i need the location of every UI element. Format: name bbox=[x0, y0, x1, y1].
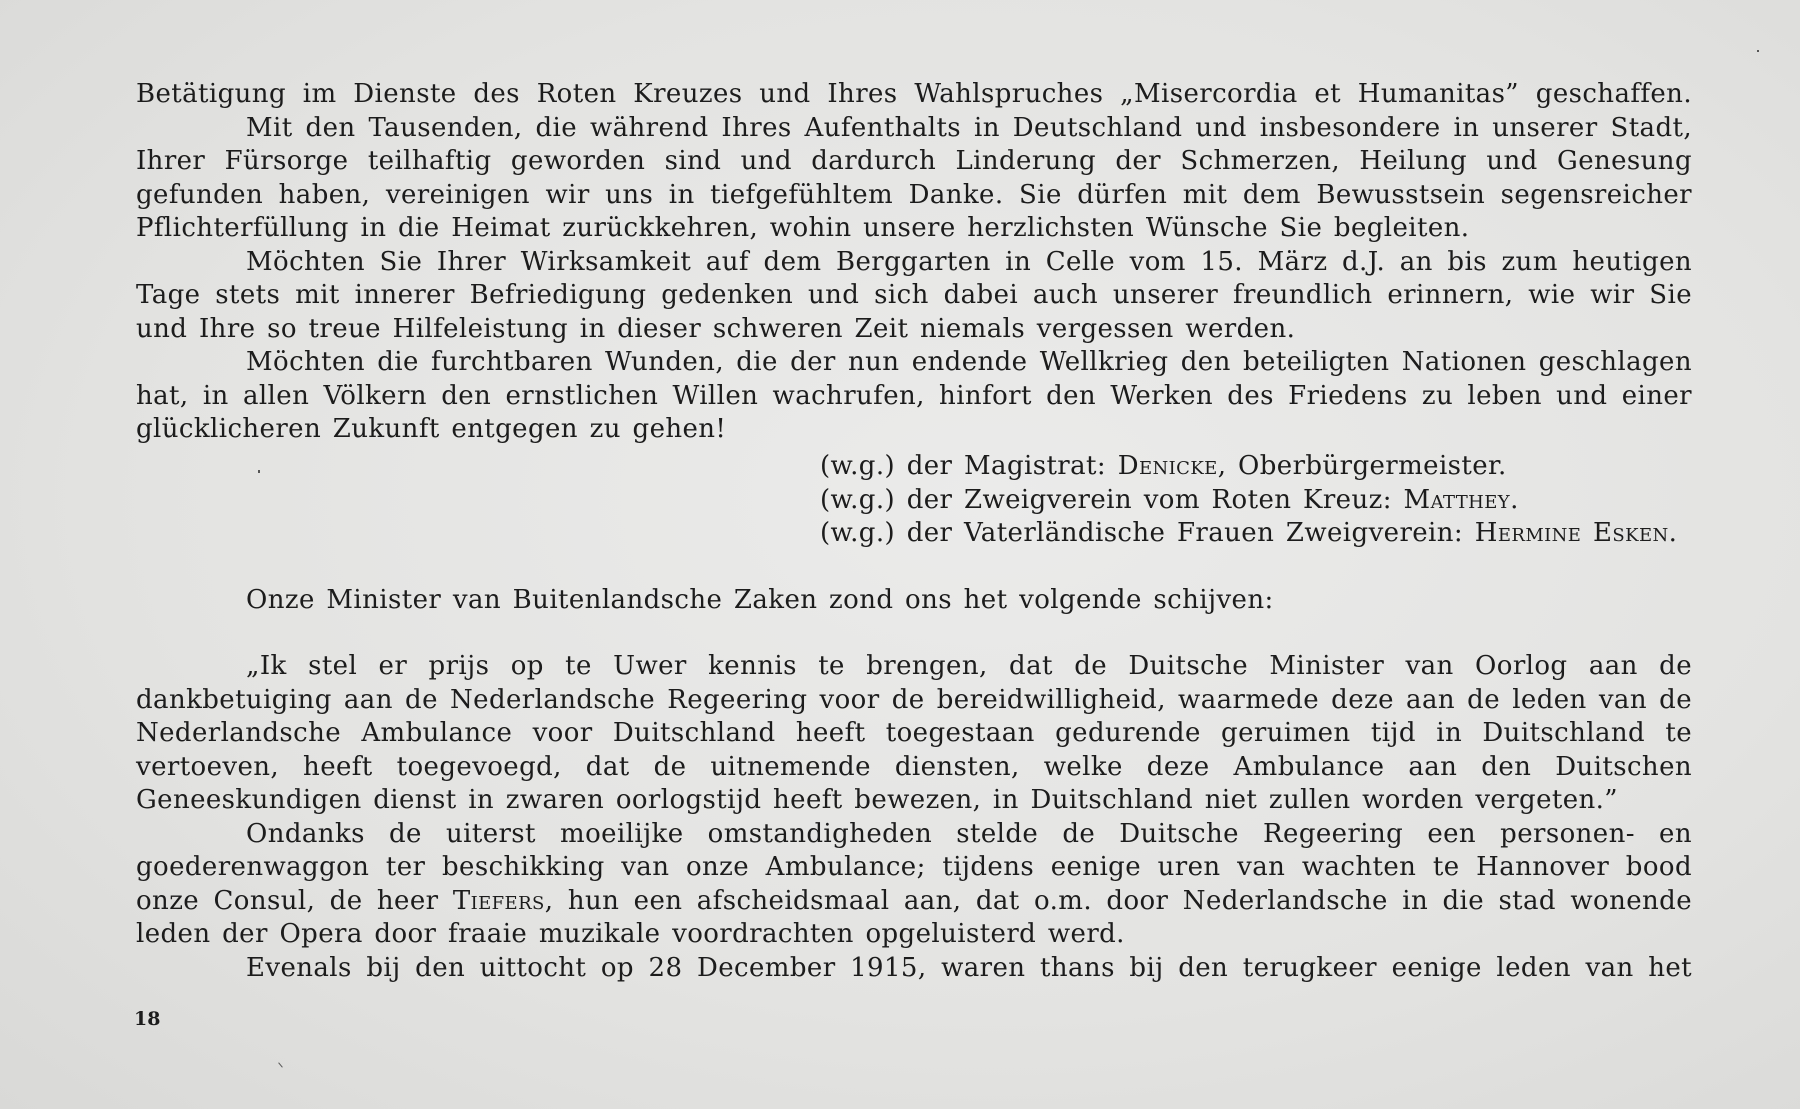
ondanks-text-after: , hun een afscheidsmaal aan, dat o.m. door Nederlandsche in die stad wonende leden der Opera door fraaie muzikale voordrachten opgeluisterd werd. bbox=[136, 885, 1692, 949]
signature-prefix: (w.g.) der Magistrat: bbox=[820, 451, 1118, 481]
signature-magistrat bbox=[820, 450, 1677, 484]
signature-name: Denicke bbox=[1117, 451, 1218, 481]
paper-speck bbox=[258, 470, 260, 473]
paper-speck bbox=[278, 1062, 283, 1067]
paragraph-quote: „Ik stel er prijs op te Uwer kennis te brengen, dat de Duitsche Minister van Oorlog aan de dankbetuiging aan de Nederlandsche Regeering voor de bereidwilligheid, waarmede deze aan de leden van de Nederlandsche Ambulance voor Duitschland heeft toegestaan gedurende geruimen tijd in Duitschland te vertoeven, heeft toegevoegd, dat de uitnemende diensten, welke deze Ambulance aan den Duitschen Geneeskundigen dienst in zwaren oorlogstijd heeft bewezen, in Duitschland niet zullen worden vergeten.” bbox=[136, 651, 1692, 815]
signature-prefix: (w.g.) der Zweigverein vom Roten Kreuz: bbox=[820, 484, 1404, 515]
signature-frauen-zweigverein bbox=[820, 517, 1677, 551]
paragraph-evenals: Evenals bij den uittocht op 28 December 1915, waren thans bij den terugkeer eenige leden van het bbox=[246, 952, 1692, 983]
paper-speck bbox=[1757, 50, 1759, 52]
paragraph-minister-intro: Onze Minister van Buitenlandsche Zaken zond ons het volgende schijven: bbox=[246, 585, 1274, 615]
paragraph-tausenden: Mit den Tausenden, die während Ihres Aufenthalts in Deutschland und insbesondere in unserer Stadt, Ihrer Fürsorge teilhaftig geworden sind und dardurch Linderung der Schmerzen, Heilung und Genesung gefunden haben, vereinigen wir uns in tiefgefühltem Danke. Sie dürfen mit dem Bewusstsein segensreicher Pflichterfüllung in die Heimat zurückkehren, wohin unsere herzlichsten Wünsche Sie begleiten. bbox=[136, 112, 1692, 243]
consul-name: Tiefers bbox=[452, 885, 545, 916]
signature-suffix: . bbox=[1668, 518, 1678, 548]
paragraph-wunden: Möchten die furchtbaren Wunden, die der nun endende Wellkrieg den beteiligten Nationen geschlagen hat, in allen Völkern den ernstlichen Willen wachrufen, hinfort den Werken des Friedens zu leben und einer glücklicheren Zukunft entgegen zu gehen! bbox=[136, 347, 1692, 444]
paragraph-ondanks bbox=[136, 818, 1692, 952]
dutch-letter-section bbox=[136, 650, 1692, 985]
paragraph-wirksamkeit: Möchten Sie Ihrer Wirksamkeit auf dem Berggarten in Celle vom 15. März d.J. an bis zum heutigen Tage stets mit innerer Befriedigung gedenken und sich dabei auch unserer freundlich erinnern, wie wir Sie und Ihre so treue Hilfeleistung in dieser schweren Zeit niemals vergessen werden. bbox=[136, 246, 1692, 344]
minister-intro-section bbox=[136, 584, 1692, 618]
ondanks-text-before: Ondanks de uiterst moeilijke omstandigheden stelde de Duitsche Regeering een personen- en goederenwaggon ter beschikking van onze Ambulance; tijdens eenige uren van wachten te Hannover bood onze Consul, de heer bbox=[136, 818, 1692, 916]
signature-name: Hermine Esken bbox=[1474, 518, 1669, 548]
signature-prefix: (w.g.) der Vaterländische Frauen Zweigverein: bbox=[820, 518, 1475, 548]
german-letter-section bbox=[136, 78, 1692, 447]
signature-zweigverein bbox=[820, 484, 1677, 518]
paragraph-betaetigung: Betätigung im Dienste des Roten Kreuzes und Ihres Wahlspruches „Misercordia et Humanitas” geschaffen. bbox=[136, 79, 1692, 109]
page-number: 18 bbox=[134, 1008, 161, 1030]
signature-suffix: , Oberbürgermeister. bbox=[1217, 451, 1507, 481]
signature-name: Matthey bbox=[1403, 484, 1511, 515]
signature-suffix: . bbox=[1510, 484, 1519, 515]
signature-block bbox=[820, 450, 1677, 551]
